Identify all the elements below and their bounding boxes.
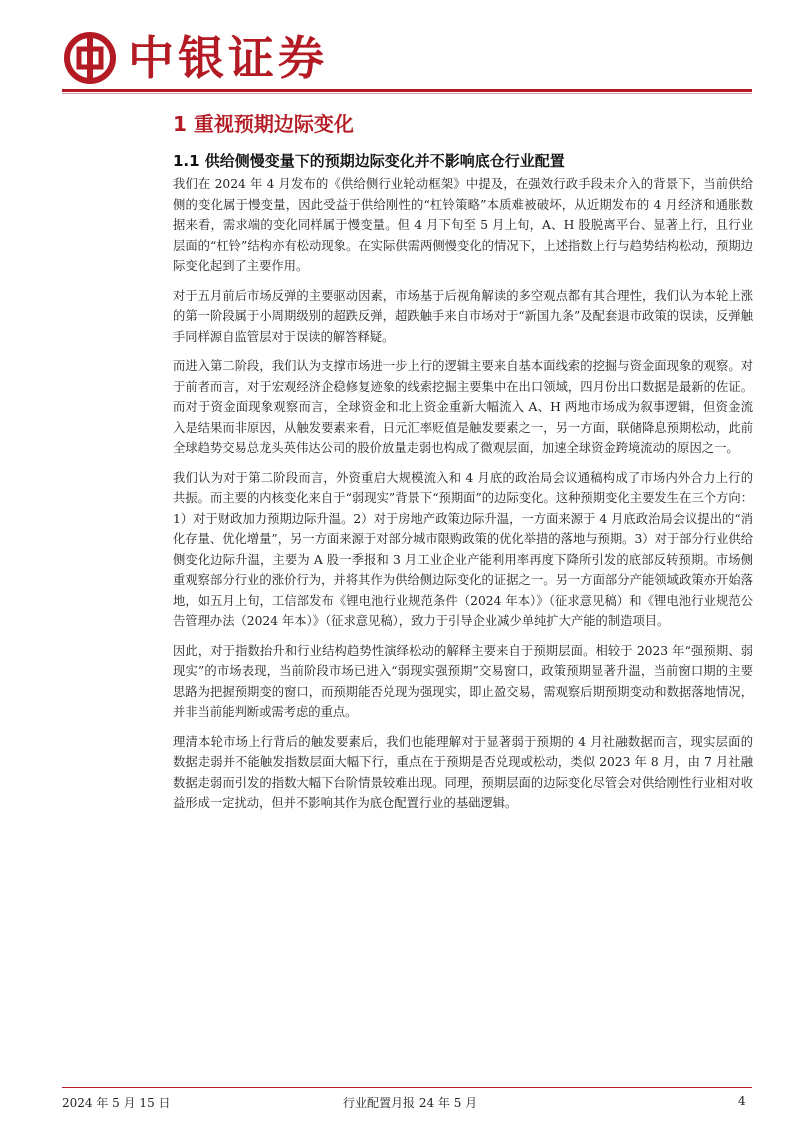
body-text [173, 174, 753, 823]
bank-of-china-logo-icon [64, 32, 116, 84]
paragraph: 我们在 2024 年 4 月发布的《供给侧行业轮动框架》中提及，在强效行政手段未介入的背景下，当前供给侧的变化属于慢变量，因此受益于供给刚性的“杠铃策略”本质难被破坏，从近期发布的 4 月经济和通胀数据来看，需求端的变化同样属于慢变量。但 4 月下旬至 5 月上旬，A、H 股脱离平台、显著上行，且行业层面的“杠铃”结构亦有松动现象。在实际供需两侧慢变化的情况下，上述指数上行与趋势结构松动，预期边际变化起到了主要作用。 [173, 177, 753, 273]
subsection-title: 1.1 供给侧慢变量下的预期边际变化并不影响底仓行业配置 [173, 152, 565, 170]
footer-divider [62, 1087, 752, 1088]
paragraph: 对于五月前后市场反弹的主要驱动因素，市场基于后视角解读的多空观点都有其合理性，我们认为本轮上涨的第一阶段属于小周期级别的超跌反弹，超跌触手来自市场对于“新国九条”及配套退市政策的误读，反弹触手同样源自监管层对于误读的解答释疑。 [173, 288, 753, 344]
page-header [0, 0, 802, 95]
header-divider [62, 89, 752, 92]
footer-date: 2024 年 5 月 15 日 [62, 1096, 171, 1110]
header-divider-thin [62, 93, 752, 94]
footer-report-title: 行业配置月报 24 年 5 月 [343, 1096, 478, 1110]
paragraph: 理清本轮市场上行背后的触发要素后，我们也能理解对于显著弱于预期的 4 月社融数据而言，现实层面的数据走弱并不能触发指数层面大幅下行，重点在于预期是否兑现或松动，类似 2023 年 8 月，由 7 月社融数据走弱而引发的指数大幅下台阶情景较难出现。同理，预期层面的边际变化尽管会对供给刚性行业相对收益形成一定扰动，但并不影响其作为底仓配置行业的基础逻辑。 [173, 734, 753, 810]
brand-name: 中银证券 [128, 31, 328, 85]
paragraph: 我们认为对于第二阶段而言，外资重启大规模流入和 4 月底的政治局会议通稿构成了市场内外合力上行的共振。而主要的内核变化来自于“弱现实”背景下“预期面”的边际变化。这种预期变化主要发生在三个方向：1）对于财政加力预期边际升温。2）对于房地产政策边际升温，一方面来源于 4 月底政治局会议提出的“消化存量、优化增量”，另一方面来源于对部分城市限购政策的优化举措的落地与预期。3）对于部分行业供给侧变化边际升温，主要为 A 股一季报和 3 月工业企业产能利用率再度下降所引发的底部反转预期。市场侧重观察部分行业的涨价行为，并将其作为供给侧边际变化的证据之一。另一方面部分产能领域政策亦开始落地，如五月上旬，工信部发布《锂电池行业规范条件（2024 年本）》（征求意见稿）和《锂电池行业规范公告管理办法（2024 年本）》（征求意见稿），致力于引导企业减少单纯扩大产能的制造项目。 [173, 470, 753, 628]
page-number: 4 [738, 1094, 746, 1108]
section-title: 1 重视预期边际变化 [173, 112, 354, 136]
paragraph: 因此，对于指数抬升和行业结构趋势性演绎松动的解释主要来自于预期层面。相较于 2023 年“强预期、弱现实”的市场表现，当前阶段市场已进入“弱现实强预期”交易窗口，政策预期显著升温，当前窗口期的主要思路为把握预期变的窗口，而预期能否兑现为强现实，即止盈交易，需观察后期预期变动和数据落地情况，并非当前能判断或需考虑的重点。 [173, 643, 753, 719]
paragraph: 而进入第二阶段，我们认为支撑市场进一步上行的逻辑主要来自基本面线索的挖掘与资金面现象的观察。对于前者而言，对于宏观经济企稳修复迹象的线索挖掘主要集中在出口领域，四月份出口数据是最新的佐证。而对于资金面现象观察而言，全球资金和北上资金重新大幅流入 A、H 两地市场成为叙事逻辑，但资金流入是结果而非原因，从触发要素来看，日元汇率贬值是触发要素之一，另一方面，联储降息预期松动，此前全球趋势交易总龙头英伟达公司的股价放量走弱也构成了微观层面，加速全球资金跨境流动的原因之一。 [173, 359, 753, 455]
